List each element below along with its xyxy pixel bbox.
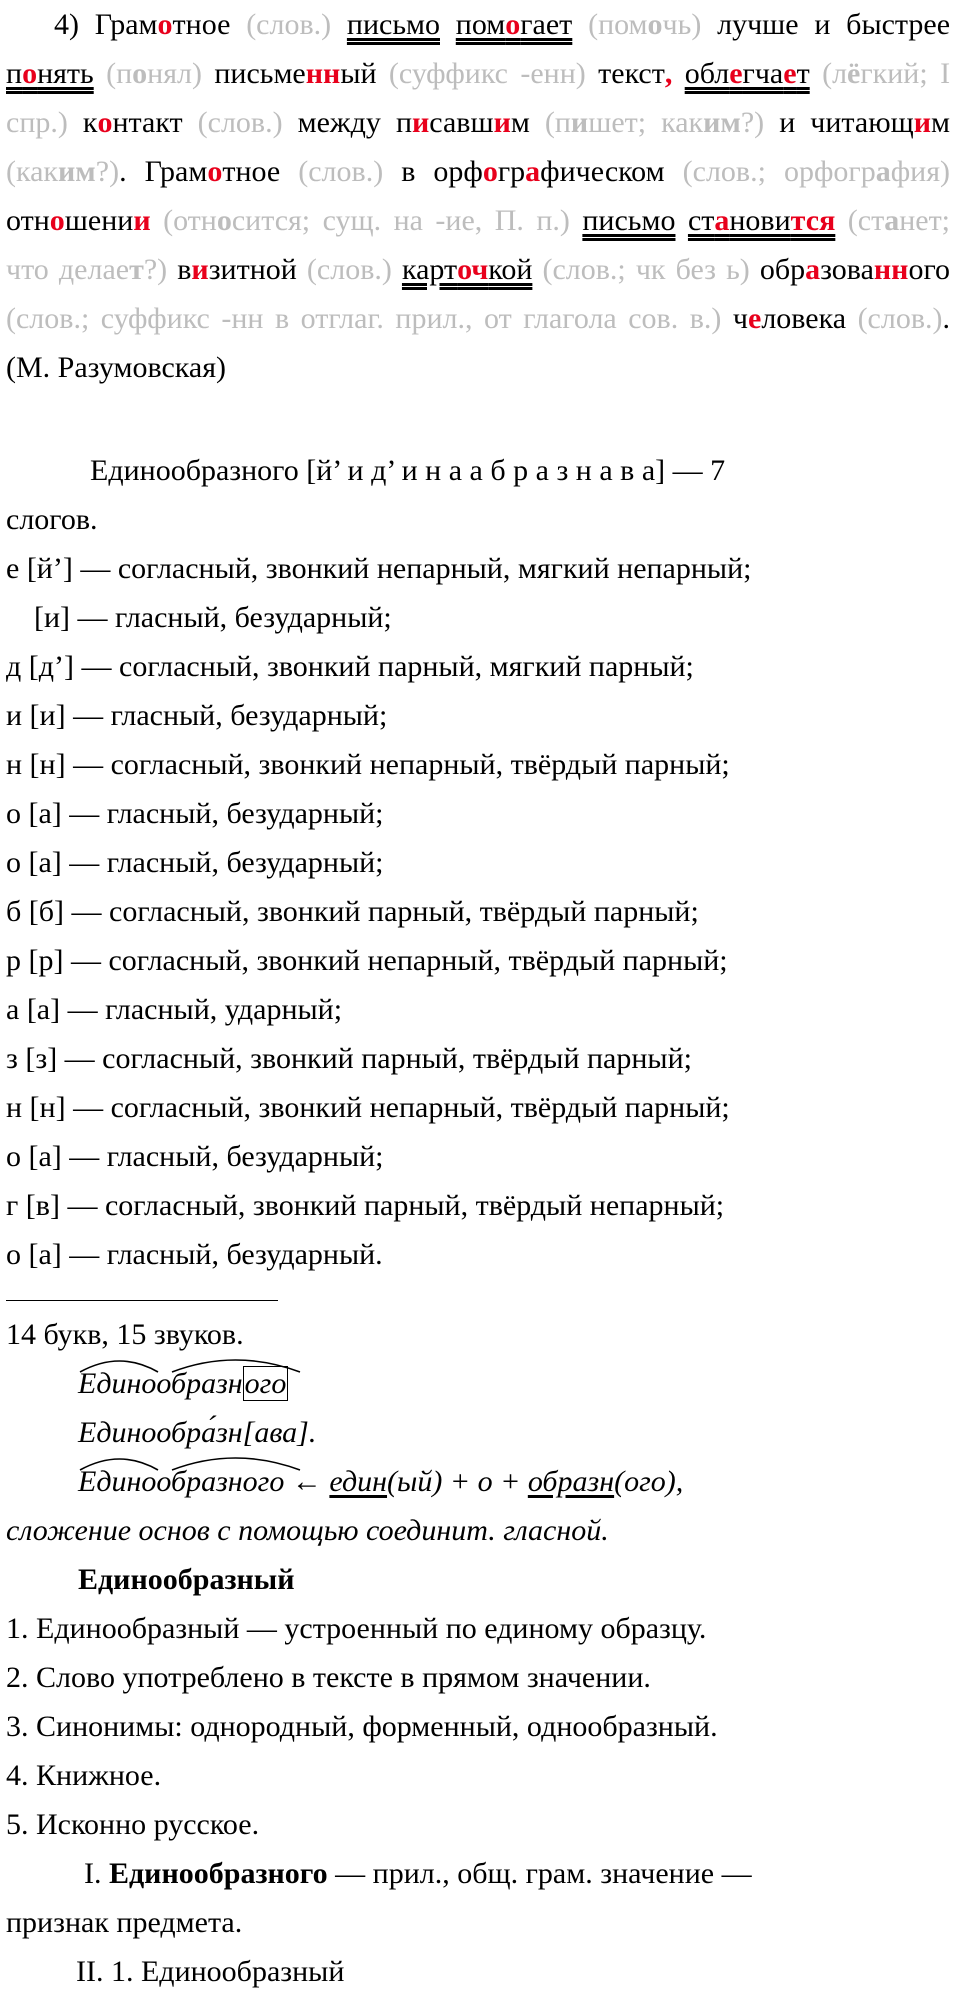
text: I.	[84, 1857, 109, 1890]
subject-word: письмо	[346, 8, 440, 41]
text: савш	[429, 106, 494, 139]
phonetic-row: о [а] — гласный, безударный;	[6, 846, 384, 879]
text: лучше и быстрее	[717, 8, 951, 41]
orthogram: о	[505, 8, 521, 41]
orthogram: и	[913, 106, 932, 139]
text: ого ←	[242, 1465, 330, 1498]
root-segment-2: образн	[156, 1367, 243, 1400]
text: гр	[497, 155, 526, 188]
orthogram: оч	[457, 253, 489, 286]
comment: (слов.; суффикс -нн в отглаг. прил., от глагола сов. в.)	[6, 302, 722, 335]
text: т	[796, 57, 810, 90]
phonetic-row: а [а] — гласный, ударный;	[6, 993, 343, 1026]
text: ый	[340, 57, 377, 90]
text: (как	[6, 155, 59, 188]
punctogram: ,	[664, 57, 673, 90]
item-number: 4)	[54, 8, 95, 41]
phonetic-row: о [а] — гласный, безударный;	[6, 1140, 384, 1173]
ending-box: ого	[244, 1367, 287, 1400]
comment: (слов.; чк без ь)	[542, 253, 750, 286]
text: тное	[172, 8, 231, 41]
text: письме	[214, 57, 306, 90]
grammar-line-2: признак предмета.	[6, 1906, 243, 1939]
lexical-heading: Единообразный	[78, 1563, 295, 1596]
check-letter: и	[570, 106, 589, 139]
root-arc-icon	[80, 1361, 158, 1372]
text: ?)	[740, 106, 765, 139]
text: нови	[729, 204, 791, 237]
syllable-label: слогов.	[6, 503, 98, 536]
orthogram: а	[525, 155, 541, 188]
check-letter: а	[875, 155, 891, 188]
text: ловека	[761, 302, 847, 335]
text: фия)	[890, 155, 950, 188]
text: (п	[106, 57, 133, 90]
phonetic-transcription: Единообразного [й’ и д’ и н а а б р а з н а в а] — 7	[90, 454, 726, 487]
grammar-line-1	[6, 1849, 950, 1898]
text: нтакт	[112, 106, 183, 139]
phonetic-row: г [в] — согласный, звонкий парный, твёрдый непарный;	[6, 1189, 725, 1222]
text: п	[6, 57, 23, 90]
orthogram: а	[714, 204, 730, 237]
grammar-line-3: II. 1. Единообразный	[76, 1955, 345, 1988]
root-segment: Един	[78, 1465, 142, 1498]
text: обр	[759, 253, 806, 286]
comment: (слов.)	[857, 302, 943, 335]
comment: (слов.)	[298, 155, 384, 188]
text: ?)	[143, 253, 168, 286]
text: (ый) + о +	[387, 1465, 528, 1498]
orthogram: а	[805, 253, 821, 286]
connecting-vowel: о	[141, 1465, 157, 1498]
check-letter: о	[216, 204, 232, 237]
text: нял)	[147, 57, 202, 90]
orthogram: о	[22, 57, 38, 90]
check-letter: им	[703, 106, 741, 139]
lexical-item: 2. Слово употреблено в тексте в прямом значении.	[6, 1661, 651, 1694]
text: (отн	[163, 204, 217, 237]
text: текст	[598, 57, 665, 90]
comment: (суффикс -енн)	[388, 57, 586, 90]
text: карт	[401, 253, 458, 286]
source-attribution: . (М. Разумовская)	[6, 302, 950, 384]
phonetic-row: е [й’] — согласный, звонкий непарный, мягкий непарный;	[6, 552, 752, 585]
text: нет; что делае	[6, 204, 951, 286]
phonetic-row: о [а] — гласный, безударный.	[6, 1238, 383, 1271]
orthogram: о	[157, 8, 173, 41]
lexical-item: 4. Книжное.	[6, 1759, 162, 1792]
orthogram: о	[482, 155, 498, 188]
text: пом	[455, 8, 506, 41]
check-letter: а	[884, 204, 900, 237]
root-arc-icon	[80, 1459, 158, 1470]
text: сится; сущ. на -ие, П. п.)	[231, 204, 570, 237]
orthogram: о	[207, 155, 223, 188]
text: (слов.; орфогр	[682, 155, 876, 188]
text: (пом	[588, 8, 648, 41]
phonetic-row: и [и] — гласный, безударный;	[6, 699, 388, 732]
comment: (слов.)	[306, 253, 392, 286]
text: гкий; I спр.)	[6, 57, 951, 139]
text: — прил., общ. грам. значение —	[327, 1857, 752, 1890]
producing-stem: образн	[527, 1465, 615, 1498]
text: шет; как	[588, 106, 704, 139]
orthogram: и	[191, 253, 209, 286]
text: гает	[520, 8, 573, 41]
phonetic-row: н [н] — согласный, звонкий непарный, твёрдый парный;	[6, 1091, 730, 1124]
check-letter: о	[647, 8, 663, 41]
text: (ст	[847, 204, 885, 237]
text: зитной	[208, 253, 297, 286]
text: м	[510, 106, 530, 139]
text: в орф	[401, 155, 483, 188]
orthogram: и	[412, 106, 430, 139]
phonetic-row: р [р] — согласный, звонкий непарный, твёрдый парный;	[6, 944, 728, 977]
analyzed-word: Единообразного	[109, 1857, 328, 1890]
root-segment: Един	[78, 1367, 142, 1400]
stress-transcription: Единообра́зн[ава].	[78, 1416, 317, 1449]
orthogram: и	[493, 106, 511, 139]
text: (ого),	[614, 1465, 684, 1498]
phonetic-row: з [з] — согласный, звонкий парный, твёрдый парный;	[6, 1042, 692, 1075]
text: в	[177, 253, 192, 286]
phonetic-row: [и] — гласный, безударный;	[34, 601, 392, 634]
orthogram: е	[748, 302, 762, 335]
lexical-item: 5. Исконно русское.	[6, 1808, 260, 1841]
text: ст	[687, 204, 715, 237]
comment: (слов.)	[246, 8, 332, 41]
text: между п	[297, 106, 412, 139]
root-segment-2: образн	[156, 1465, 243, 1498]
check-letter: т	[129, 253, 144, 286]
root-arc-icon	[172, 1458, 300, 1470]
check-letter: ё	[847, 57, 861, 90]
text: нять	[37, 57, 94, 90]
orthogram: и	[133, 204, 151, 237]
text: гча	[742, 57, 784, 90]
orthogram: нн	[873, 253, 909, 286]
text: тное	[222, 155, 281, 188]
text: ч	[732, 302, 748, 335]
orthogram: нн	[305, 57, 341, 90]
text: м	[931, 106, 951, 139]
text: кой	[488, 253, 533, 286]
text: зова	[820, 253, 874, 286]
text: шени	[64, 204, 134, 237]
letter-sound-count: 14 букв, 15 звуков.	[6, 1318, 244, 1351]
text: обл	[684, 57, 730, 90]
text: и читающ	[779, 106, 914, 139]
producing-stem: един	[329, 1465, 388, 1498]
text: Грам	[94, 8, 158, 41]
connecting-vowel: о	[141, 1367, 157, 1400]
comment: (слов.)	[197, 106, 283, 139]
text: (п	[544, 106, 571, 139]
text: чь)	[662, 8, 702, 41]
formation-method: сложение основ с помощью соединит. гласной.	[6, 1514, 609, 1547]
check-letter: о	[132, 57, 148, 90]
phonetic-row: д [д’] — согласный, звонкий парный, мягкий парный;	[6, 650, 694, 683]
text: отн	[6, 204, 50, 237]
text: к	[82, 106, 98, 139]
orthogram: е	[729, 57, 743, 90]
phonetic-row: о [а] — гласный, безударный;	[6, 797, 384, 830]
text: . Грам	[119, 155, 208, 188]
lexical-item: 1. Единообразный — устроенный по единому образцу.	[6, 1612, 707, 1645]
lexical-item: 3. Синонимы: однородный, форменный, однообразный.	[6, 1710, 718, 1743]
phonetic-row: н [н] — согласный, звонкий непарный, твёрдый парный;	[6, 748, 730, 781]
subject-word: письмо	[582, 204, 676, 237]
phonetic-row: б [б] — согласный, звонкий парный, твёрдый парный;	[6, 895, 699, 928]
root-arc-icon	[172, 1360, 300, 1372]
orthogram: о	[97, 106, 113, 139]
text: фическом	[540, 155, 665, 188]
orthogram: е	[783, 57, 797, 90]
text: (л	[822, 57, 848, 90]
check-letter: им	[58, 155, 96, 188]
text: ?)	[95, 155, 120, 188]
orthogram: тся	[790, 204, 836, 237]
orthogram: о	[49, 204, 65, 237]
text: ого	[908, 253, 951, 286]
